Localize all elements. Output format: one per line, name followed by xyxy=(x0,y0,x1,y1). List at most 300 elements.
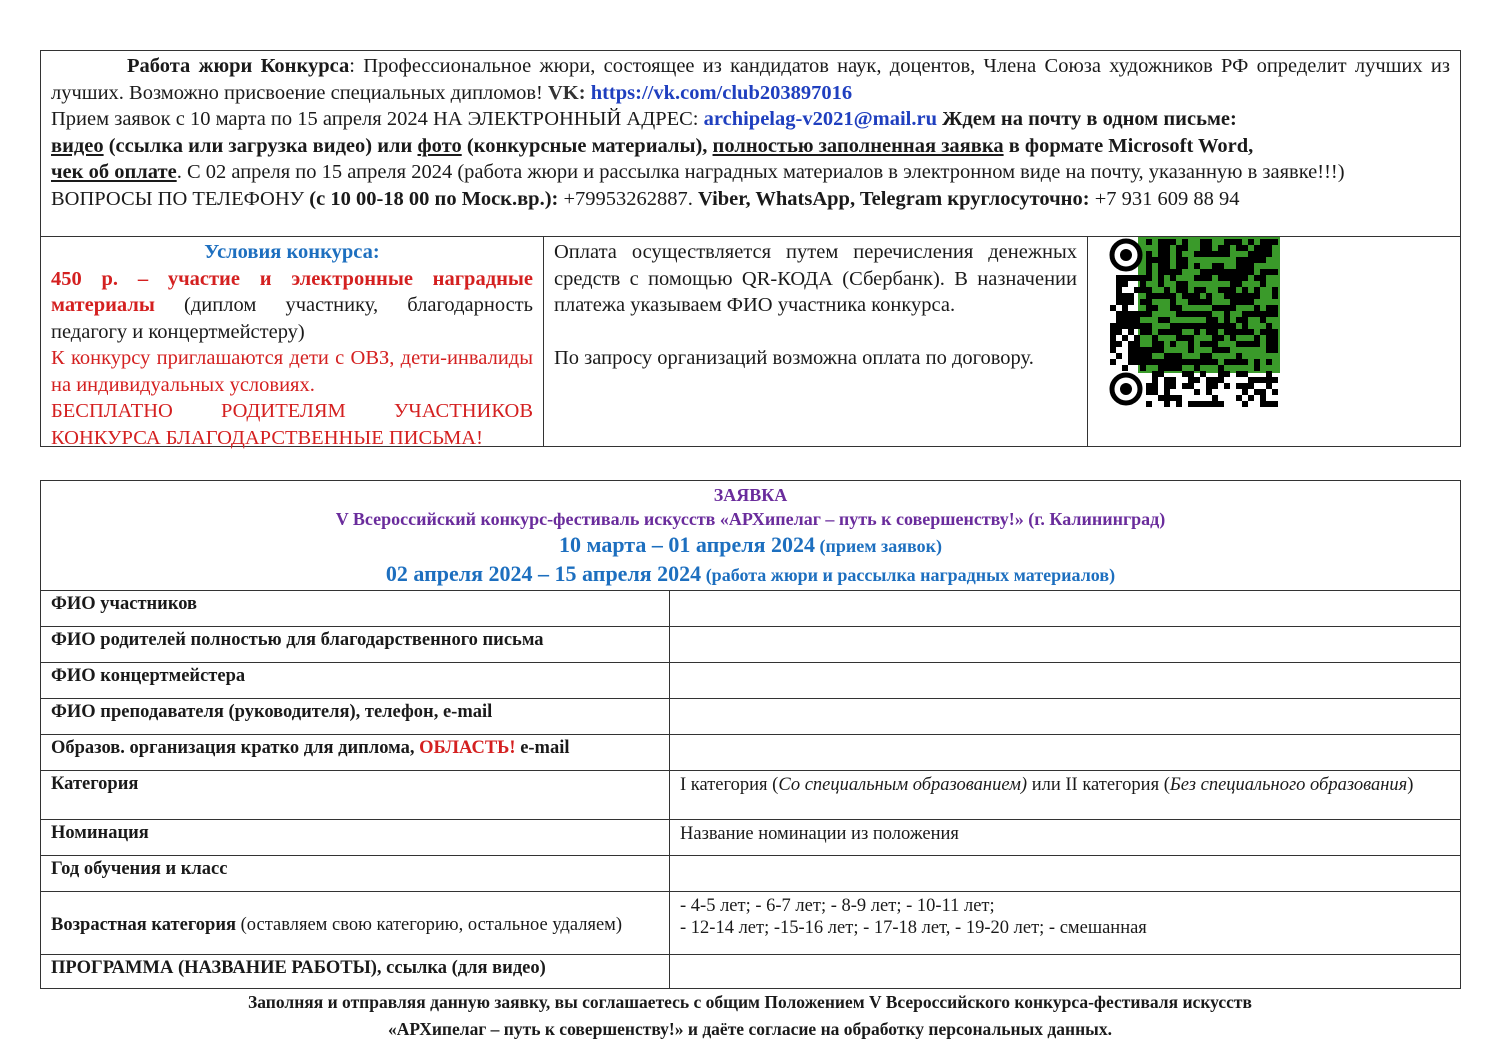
qr-module xyxy=(1188,311,1194,317)
qr-module xyxy=(1164,269,1170,275)
hours-text: (с 10 00-18 00 по Моск.вр.): xyxy=(309,187,559,210)
age-options-2: - 12-14 лет; -15-16 лет; - 17-18 лет, - 19-20 лет; - смешанная xyxy=(680,918,1147,938)
qr-module xyxy=(1140,347,1146,353)
qr-module xyxy=(1230,293,1236,299)
qr-module xyxy=(1146,311,1152,317)
qr-module xyxy=(1266,401,1272,407)
qr-module xyxy=(1140,329,1146,335)
qr-module xyxy=(1236,353,1242,359)
qr-module xyxy=(1266,269,1272,275)
qr-module xyxy=(1272,335,1278,341)
qr-module xyxy=(1212,317,1218,323)
qr-module xyxy=(1194,389,1200,395)
qr-module xyxy=(1140,275,1146,281)
qr-module xyxy=(1128,317,1134,323)
qr-module xyxy=(1212,329,1218,335)
qr-module xyxy=(1266,329,1272,335)
field-year[interactable] xyxy=(670,856,1461,892)
qr-module xyxy=(1218,377,1224,383)
qr-module xyxy=(1170,275,1176,281)
qr-module xyxy=(1122,293,1128,299)
qr-module xyxy=(1116,287,1122,293)
qr-module xyxy=(1176,365,1182,371)
jury-title: Работа жюри Конкурса xyxy=(127,55,350,77)
qr-module xyxy=(1266,383,1272,389)
qr-module xyxy=(1230,269,1236,275)
qr-module xyxy=(1146,293,1152,299)
qr-module xyxy=(1266,359,1272,365)
qr-module xyxy=(1212,347,1218,353)
qr-module xyxy=(1200,287,1206,293)
qr-module xyxy=(1170,359,1176,365)
qr-module xyxy=(1164,395,1170,401)
qr-module xyxy=(1212,305,1218,311)
qr-module xyxy=(1158,257,1164,263)
qr-module xyxy=(1248,329,1254,335)
qr-module xyxy=(1218,371,1224,377)
qr-module xyxy=(1158,251,1164,257)
qr-module xyxy=(1134,341,1140,347)
qr-module xyxy=(1266,323,1272,329)
qr-module xyxy=(1122,275,1128,281)
qr-module xyxy=(1200,323,1206,329)
table-row xyxy=(41,892,1460,955)
qr-module xyxy=(1260,257,1266,263)
field-parents[interactable] xyxy=(670,627,1461,663)
qr-module xyxy=(1194,359,1200,365)
qr-module xyxy=(1218,305,1224,311)
form-table xyxy=(41,590,1460,989)
qr-module xyxy=(1188,347,1194,353)
qr-module xyxy=(1164,245,1170,251)
qr-module xyxy=(1122,365,1128,371)
form-title: V Всероссийский конкурс-фестиваль искусств «АРХипелаг – путь к совершенству!» (г. Калининград) xyxy=(335,509,1166,529)
qr-module xyxy=(1116,341,1122,347)
qr-module xyxy=(1254,311,1260,317)
qr-module xyxy=(1182,335,1188,341)
qr-module xyxy=(1134,311,1140,317)
intake-text: Прием заявок с 10 марта по 15 апреля 2024 НА ЭЛЕКТРОННЫЙ АДРЕС: xyxy=(51,108,704,130)
qr-module xyxy=(1212,383,1218,389)
date-1-note: (прием заявок) xyxy=(815,536,942,556)
qr-module xyxy=(1206,377,1212,383)
qr-module xyxy=(1152,371,1158,377)
qr-module xyxy=(1158,275,1164,281)
qr-module xyxy=(1188,383,1194,389)
qr-module xyxy=(1236,317,1242,323)
qr-module xyxy=(1158,245,1164,251)
qr-module xyxy=(1110,323,1116,329)
qr-module xyxy=(1242,293,1248,299)
qr-module xyxy=(1272,329,1278,335)
qr-module xyxy=(1146,329,1152,335)
field-accompanist[interactable] xyxy=(670,663,1461,699)
qr-module xyxy=(1134,353,1140,359)
qr-module xyxy=(1254,275,1260,281)
qr-module xyxy=(1260,317,1266,323)
qr-module xyxy=(1212,401,1218,407)
qr-module xyxy=(1110,305,1116,311)
qr-module xyxy=(1152,383,1158,389)
qr-module xyxy=(1200,359,1206,365)
qr-module xyxy=(1164,353,1170,359)
qr-module xyxy=(1200,245,1206,251)
qr-module xyxy=(1266,371,1272,377)
qr-module xyxy=(1116,317,1122,323)
qr-module xyxy=(1200,299,1206,305)
qr-module xyxy=(1122,305,1128,311)
qr-module xyxy=(1212,377,1218,383)
qr-module xyxy=(1158,269,1164,275)
qr-module xyxy=(1248,341,1254,347)
field-nomination[interactable]: Название номинации из положения xyxy=(670,820,1461,856)
price-rest: (диплом участнику, благодарность педагогу и концертмейстеру) xyxy=(51,294,533,343)
qr-module xyxy=(1182,245,1188,251)
ovz-text: К конкурсу приглашаются дети с ОВЗ, дети-инвалиды на индивидуальных условиях. xyxy=(51,347,533,396)
qr-module xyxy=(1206,341,1212,347)
qr-module xyxy=(1260,329,1266,335)
qr-module xyxy=(1224,287,1230,293)
qr-module xyxy=(1248,251,1254,257)
qr-module xyxy=(1128,329,1134,335)
row-label-accompanist: ФИО концертмейстера xyxy=(41,663,670,699)
qr-module xyxy=(1170,365,1176,371)
price-paragraph xyxy=(51,266,533,346)
qr-module xyxy=(1242,323,1248,329)
qr-module xyxy=(1176,395,1182,401)
qr-module xyxy=(1188,323,1194,329)
qr-module xyxy=(1158,263,1164,269)
jury-paragraph xyxy=(51,53,1450,106)
row-label-teacher: ФИО преподавателя (руководителя), телефон, e-mail xyxy=(41,699,670,735)
qr-module xyxy=(1182,383,1188,389)
qr-module xyxy=(1152,305,1158,311)
qr-module xyxy=(1170,383,1176,389)
qr-module xyxy=(1146,263,1152,269)
qr-module xyxy=(1116,293,1122,299)
qr-module xyxy=(1158,281,1164,287)
qr-module xyxy=(1140,323,1146,329)
qr-module xyxy=(1164,317,1170,323)
video-rest: (ссылка или загрузка видео) или xyxy=(103,134,418,157)
qr-module xyxy=(1176,263,1182,269)
date-2-note: (работа жюри и рассылка наградных материалов) xyxy=(701,565,1116,585)
qr-module xyxy=(1128,275,1134,281)
qr-module xyxy=(1116,281,1122,287)
parents-text: БЕСПЛАТНО РОДИТЕЛЯМ УЧАСТНИКОВ КОНКУРСА БЛАГОДАРСТВЕННЫЕ ПИСЬМА! xyxy=(51,400,533,449)
field-age[interactable] xyxy=(670,892,1461,955)
qr-module xyxy=(1122,281,1128,287)
qr-module xyxy=(1224,311,1230,317)
qr-module xyxy=(1218,401,1224,407)
qr-module xyxy=(1266,347,1272,353)
qr-module xyxy=(1212,323,1218,329)
qr-module xyxy=(1206,401,1212,407)
qr-module xyxy=(1116,353,1122,359)
qr-module xyxy=(1164,329,1170,335)
qr-module xyxy=(1206,353,1212,359)
qr-module xyxy=(1260,239,1266,245)
qr-module xyxy=(1242,341,1248,347)
qr-module xyxy=(1272,347,1278,353)
qr-module xyxy=(1230,329,1236,335)
qr-module xyxy=(1146,275,1152,281)
qr-module xyxy=(1254,251,1260,257)
form-date-1 xyxy=(41,531,1460,560)
qr-module xyxy=(1266,311,1272,317)
qr-module xyxy=(1254,257,1260,263)
wait-text: Ждем на почту в одном письме: xyxy=(936,108,1237,130)
vk-link[interactable]: https://vk.com/club203897016 xyxy=(590,81,853,104)
qr-module xyxy=(1110,335,1116,341)
qr-module xyxy=(1242,275,1248,281)
qr-module xyxy=(1266,335,1272,341)
qr-module xyxy=(1134,287,1140,293)
qr-module xyxy=(1128,341,1134,347)
age-label: Возрастная категория xyxy=(51,914,236,935)
qr-module xyxy=(1248,395,1254,401)
qr-module xyxy=(1218,323,1224,329)
qr-module xyxy=(1230,299,1236,305)
qr-module xyxy=(1194,263,1200,269)
qr-module xyxy=(1146,287,1152,293)
qr-module xyxy=(1272,377,1278,383)
qr-code-icon[interactable] xyxy=(1108,237,1280,409)
qr-module xyxy=(1152,389,1158,395)
row-label-organization xyxy=(41,735,670,771)
qr-module xyxy=(1206,275,1212,281)
qr-module xyxy=(1248,311,1254,317)
qr-module xyxy=(1200,401,1206,407)
qr-module xyxy=(1146,383,1152,389)
qr-module xyxy=(1212,269,1218,275)
qr-module xyxy=(1122,335,1128,341)
qr-module xyxy=(1152,293,1158,299)
qr-module xyxy=(1116,275,1122,281)
qr-module xyxy=(1140,311,1146,317)
cat-v3: или II категория ( xyxy=(1027,775,1170,795)
row-label-nomination: Номинация xyxy=(41,820,670,856)
qr-module xyxy=(1164,377,1170,383)
qr-module xyxy=(1128,299,1134,305)
qr-module xyxy=(1260,389,1266,395)
qr-module xyxy=(1266,377,1272,383)
field-participants[interactable] xyxy=(670,591,1461,627)
qr-module xyxy=(1158,329,1164,335)
qr-module xyxy=(1170,293,1176,299)
qr-module xyxy=(1146,323,1152,329)
qr-module xyxy=(1242,401,1248,407)
qr-module xyxy=(1200,269,1206,275)
org-label-b: e-mail xyxy=(515,738,570,758)
application-form xyxy=(40,480,1461,989)
qr-module xyxy=(1164,239,1170,245)
qr-module xyxy=(1248,299,1254,305)
field-program[interactable] xyxy=(670,955,1461,989)
qr-module xyxy=(1170,353,1176,359)
qr-module xyxy=(1218,347,1224,353)
qr-module xyxy=(1212,341,1218,347)
qr-module xyxy=(1272,305,1278,311)
qr-module xyxy=(1140,359,1146,365)
qr-module xyxy=(1224,371,1230,377)
phone-2: +7 931 609 88 94 xyxy=(1089,187,1240,210)
photo-word: фото xyxy=(417,134,462,157)
qr-module xyxy=(1254,335,1260,341)
qr-module xyxy=(1236,263,1242,269)
qr-module xyxy=(1176,245,1182,251)
qr-module xyxy=(1152,335,1158,341)
qr-module xyxy=(1206,317,1212,323)
age-options-1: - 4-5 лет; - 6-7 лет; - 8-9 лет; - 10-11 лет; xyxy=(680,896,995,916)
qr-module xyxy=(1236,257,1242,263)
table-row xyxy=(41,627,1460,663)
qr-module xyxy=(1176,335,1182,341)
qr-module xyxy=(1212,395,1218,401)
row-label-participants: ФИО участников xyxy=(41,591,670,627)
qr-module xyxy=(1134,335,1140,341)
qr-module xyxy=(1128,311,1134,317)
conditions-title: Условия конкурса: xyxy=(204,241,380,263)
field-category[interactable] xyxy=(670,771,1461,820)
row-label-parents: ФИО родителей полностью для благодарственного письма xyxy=(41,627,670,663)
footer-line-2: «АРХипелаг – путь к совершенству!» и даёте согласие на обработку персональных данных. xyxy=(388,1019,1112,1039)
qr-module xyxy=(1164,263,1170,269)
qr-module xyxy=(1158,395,1164,401)
qr-module xyxy=(1218,335,1224,341)
qr-module xyxy=(1224,359,1230,365)
qr-module xyxy=(1242,371,1248,377)
qr-module xyxy=(1230,335,1236,341)
qr-module xyxy=(1236,383,1242,389)
qr-module xyxy=(1176,305,1182,311)
qr-module xyxy=(1134,359,1140,365)
form-label: ЗАЯВКА xyxy=(713,485,788,505)
qr-module xyxy=(1212,359,1218,365)
qr-module xyxy=(1260,377,1266,383)
qr-module xyxy=(1254,293,1260,299)
qr-module xyxy=(1248,239,1254,245)
qr-module xyxy=(1218,275,1224,281)
qr-module xyxy=(1128,353,1134,359)
qr-module xyxy=(1236,395,1242,401)
qr-module xyxy=(1272,341,1278,347)
qr-module xyxy=(1146,347,1152,353)
qr-module xyxy=(1230,359,1236,365)
qr-module xyxy=(1224,323,1230,329)
qr-module xyxy=(1182,257,1188,263)
qr-module xyxy=(1242,383,1248,389)
qr-module xyxy=(1152,347,1158,353)
qr-module xyxy=(1146,305,1152,311)
qr-module xyxy=(1200,341,1206,347)
qr-module xyxy=(1164,383,1170,389)
qr-module xyxy=(1164,251,1170,257)
qr-module xyxy=(1152,257,1158,263)
qr-module xyxy=(1116,299,1122,305)
format-text: в формате Microsoft Word, xyxy=(1003,134,1254,157)
qr-module xyxy=(1206,239,1212,245)
qr-module xyxy=(1140,365,1146,371)
qr-module xyxy=(1248,263,1254,269)
qr-module xyxy=(1116,311,1122,317)
qr-module xyxy=(1164,257,1170,263)
table-row xyxy=(41,820,1460,856)
qr-module xyxy=(1200,275,1206,281)
table-row xyxy=(41,955,1460,989)
qr-module xyxy=(1272,269,1278,275)
qr-module xyxy=(1122,323,1128,329)
qr-module xyxy=(1236,299,1242,305)
qr-module xyxy=(1170,239,1176,245)
qr-module xyxy=(1188,341,1194,347)
qr-module xyxy=(1254,377,1260,383)
qr-module xyxy=(1218,251,1224,257)
conditions-box xyxy=(40,236,1461,447)
qr-module xyxy=(1272,311,1278,317)
qr-module xyxy=(1200,371,1206,377)
qr-module xyxy=(1194,251,1200,257)
qr-module xyxy=(1212,251,1218,257)
qr-module xyxy=(1218,365,1224,371)
qr-module xyxy=(1158,359,1164,365)
qr-module xyxy=(1242,317,1248,323)
table-row xyxy=(41,699,1460,735)
email-link[interactable]: archipelag-v2021@mail.ru xyxy=(703,108,937,130)
phone-1: +79953262887. xyxy=(558,187,699,210)
cat-v2: Со специальным образованием) xyxy=(778,775,1028,795)
full-app-text: полностью заполненная заявка xyxy=(712,134,1004,157)
qr-module xyxy=(1170,305,1176,311)
qr-module xyxy=(1206,389,1212,395)
qr-module xyxy=(1260,269,1266,275)
field-organization[interactable] xyxy=(670,735,1461,771)
qr-module xyxy=(1230,287,1236,293)
qr-module xyxy=(1206,269,1212,275)
qr-module xyxy=(1170,329,1176,335)
row-label-age xyxy=(41,892,670,955)
qr-module xyxy=(1188,299,1194,305)
check-text: чек об оплате xyxy=(51,161,177,183)
qr-module xyxy=(1242,263,1248,269)
qr-module xyxy=(1188,371,1194,377)
qr-module xyxy=(1194,275,1200,281)
qr-module xyxy=(1188,401,1194,407)
qr-module xyxy=(1176,401,1182,407)
qr-module xyxy=(1182,293,1188,299)
qr-module xyxy=(1122,317,1128,323)
payment-text-2: По запросу организаций возможна оплата по договору. xyxy=(554,347,1034,369)
qr-module xyxy=(1194,329,1200,335)
qr-module xyxy=(1230,275,1236,281)
payment-text-1: Оплата осуществляется путем перечисления денежных средств с помощью QR-КОДА (Сбербанк). В назначении платежа указываем ФИО участника конкурса. xyxy=(554,241,1077,316)
qr-module xyxy=(1164,359,1170,365)
qr-module xyxy=(1236,275,1242,281)
qr-module xyxy=(1194,287,1200,293)
qr-module xyxy=(1260,251,1266,257)
qr-module xyxy=(1242,287,1248,293)
qr-module xyxy=(1194,401,1200,407)
qr-module xyxy=(1230,305,1236,311)
qr-module xyxy=(1176,359,1182,365)
qr-module xyxy=(1224,293,1230,299)
qr-module xyxy=(1248,377,1254,383)
qr-module xyxy=(1236,239,1242,245)
qr-module xyxy=(1116,323,1122,329)
qr-module xyxy=(1260,401,1266,407)
field-teacher[interactable] xyxy=(670,699,1461,735)
qr-module xyxy=(1266,341,1272,347)
